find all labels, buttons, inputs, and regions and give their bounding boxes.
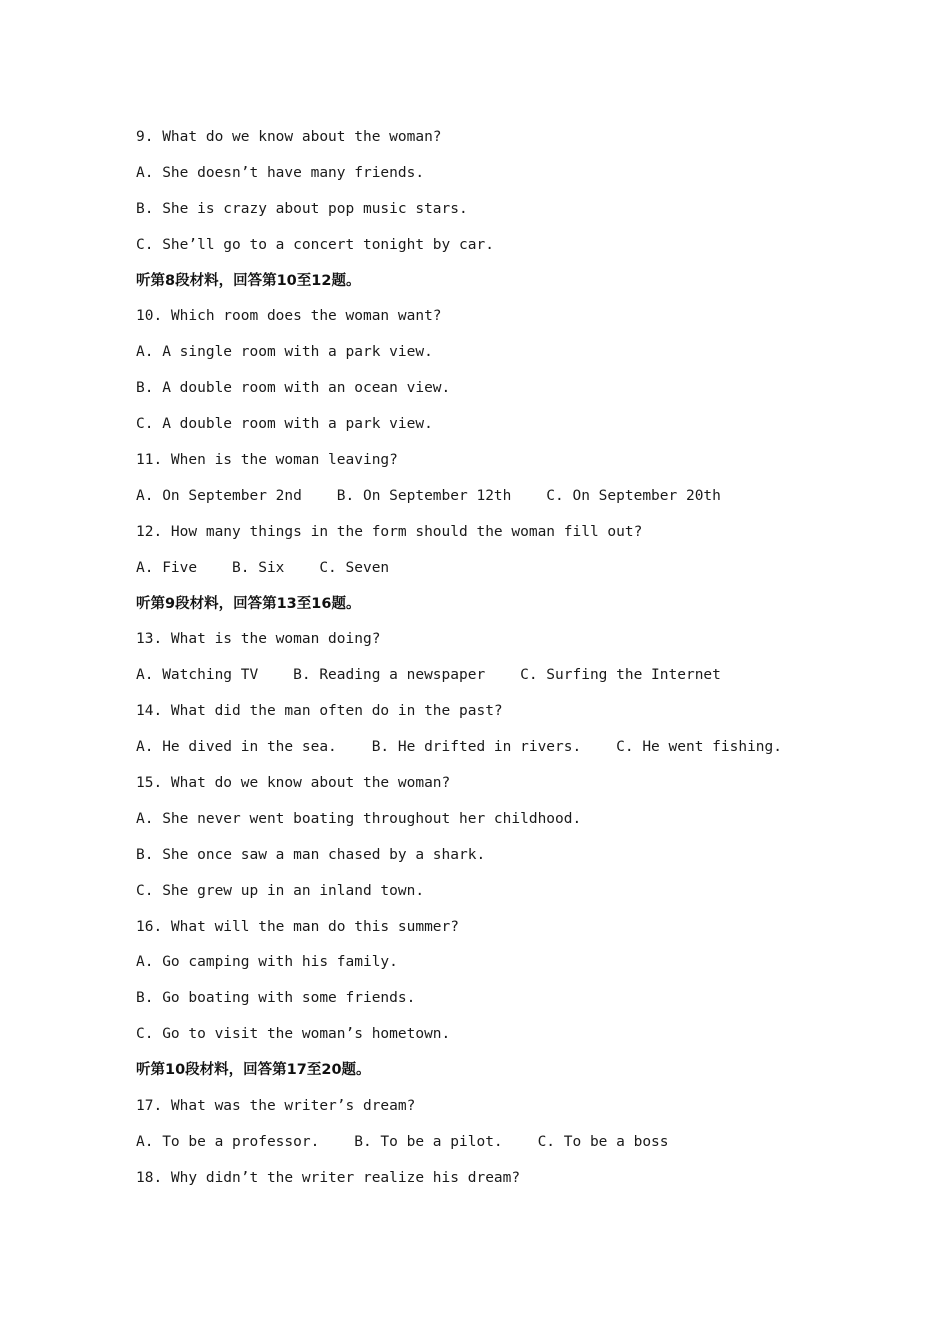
question-18: 18. Why didn’t the writer realize his dream?	[136, 1169, 521, 1186]
option-16b: B. Go boating with some friends.	[136, 990, 416, 1007]
options-17: A. To be a professor. B. To be a pilot. C. To be a boss	[136, 1133, 669, 1150]
question-9: 9. What do we know about the woman?	[136, 129, 442, 145]
exam-content	[136, 126, 836, 1203]
question-16: 16. What will the man do this summer?	[136, 918, 460, 935]
question-12: 12. How many things in the form should the woman fill out?	[136, 523, 643, 540]
option-9a: A. She doesn’t have many friends.	[136, 164, 425, 181]
option-16c: C. Go to visit the woman’s hometown.	[136, 1026, 451, 1043]
section-heading-10: 听第10段材料，回答第17至20题。	[136, 1062, 371, 1079]
options-12: A. Five B. Six C. Seven	[136, 559, 390, 576]
option-16a: A. Go camping with his family.	[136, 954, 398, 971]
options-14: A. He dived in the sea. B. He drifted in rivers. C. He went fishing.	[136, 739, 783, 756]
section-heading-8: 听第8段材料，回答第10至12题。	[136, 272, 361, 289]
question-14: 14. What did the man often do in the past?	[136, 703, 503, 720]
option-9c: C. She’ll go to a concert tonight by car.	[136, 236, 494, 253]
option-15b: B. She once saw a man chased by a shark.	[136, 846, 486, 863]
question-11: 11. When is the woman leaving?	[136, 452, 398, 469]
option-10b: B. A double room with an ocean view.	[136, 380, 451, 397]
question-13: 13. What is the woman doing?	[136, 631, 381, 648]
option-15a: A. She never went boating throughout her childhood.	[136, 810, 582, 827]
option-9b: B. She is crazy about pop music stars.	[136, 200, 468, 217]
option-10c: C. A double room with a park view.	[136, 416, 433, 433]
question-10: 10. Which room does the woman want?	[136, 308, 442, 325]
question-15: 15. What do we know about the woman?	[136, 775, 451, 792]
option-15c: C. She grew up in an inland town.	[136, 882, 425, 899]
options-13: A. Watching TV B. Reading a newspaper C. Surfing the Internet	[136, 667, 721, 684]
option-10a: A. A single room with a park view.	[136, 344, 433, 361]
options-11: A. On September 2nd B. On September 12th C. On September 20th	[136, 487, 721, 504]
question-17: 17. What was the writer’s dream?	[136, 1098, 416, 1115]
section-heading-9: 听第9段材料，回答第13至16题。	[136, 595, 361, 612]
